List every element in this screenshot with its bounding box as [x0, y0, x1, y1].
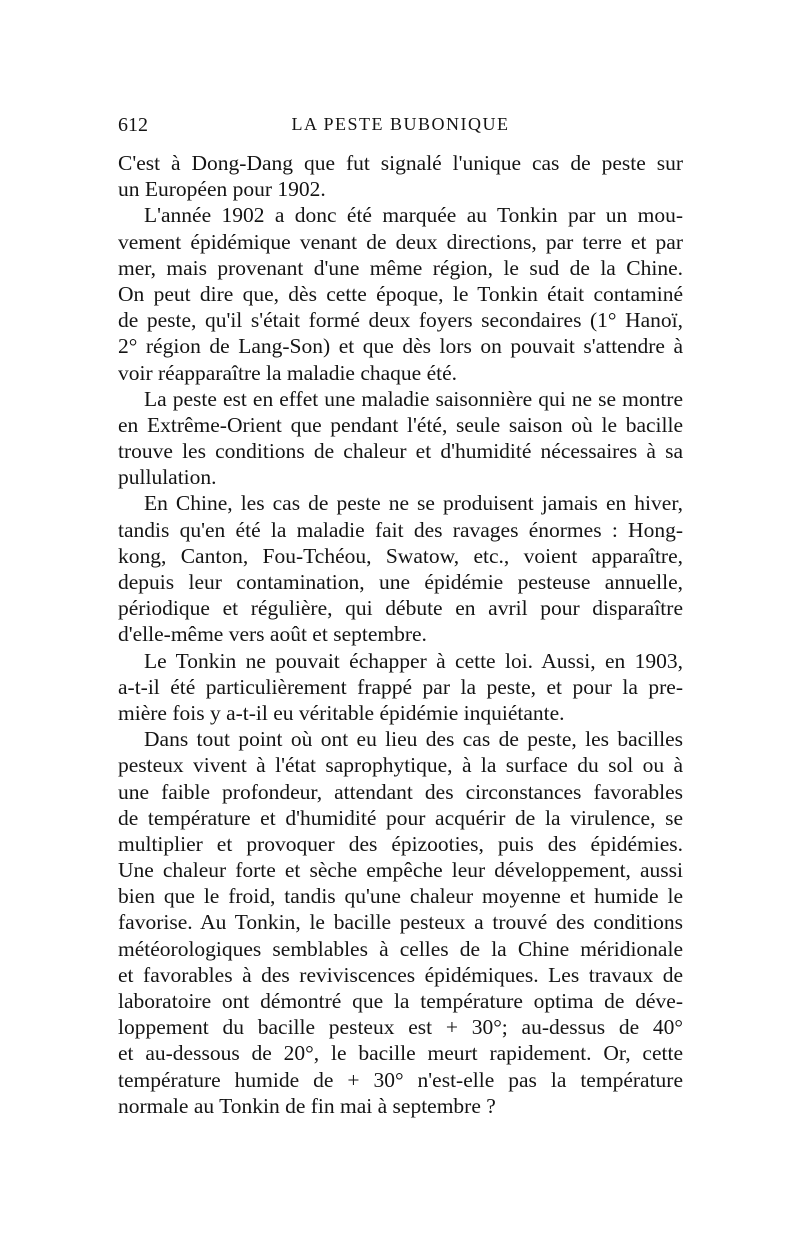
text-line: Une chaleur forte et sèche empêche leur développement, aussi — [118, 858, 683, 883]
text-line: température humide de + 30° n'est-elle pas la température — [118, 1067, 683, 1092]
text-line: mer, mais provenant d'une même région, le sud de la Chine. — [118, 255, 683, 280]
text-line: un Européen pour 1902. — [118, 177, 326, 202]
text-line: On peut dire que, dès cette époque, le Tonkin était contaminé — [118, 281, 683, 306]
text-line: normale au Tonkin de fin mai à septembre ? — [118, 1093, 496, 1118]
text-line: laboratoire ont démontré que la température optima de déve- — [118, 989, 683, 1013]
text-line: en Extrême-Orient que pendant l'été, seule saison où le bacille — [118, 412, 683, 437]
text-line: pullulation. — [118, 465, 217, 490]
text-line: C'est à Dong-Dang que fut signalé l'unique cas de peste sur — [118, 151, 683, 175]
text-line: et favorables à des reviviscences épidémiques. Les travaux de — [118, 962, 683, 987]
text-line: La peste est en effet une maladie saisonnière qui ne se montre — [144, 386, 683, 411]
text-line: 2° région de Lang-Son) et que dès lors on pouvait s'attendre à — [118, 334, 683, 359]
page-number: 612 — [118, 114, 148, 136]
text-line: tandis qu'en été la maladie fait des ravages énormes : Hong- — [118, 517, 683, 542]
text-line: de température et d'humidité pour acquérir de la virulence, se — [118, 805, 683, 830]
text-line: depuis leur contamination, une épidémie pesteuse annuelle, — [118, 570, 683, 594]
text-line: Dans tout point où ont eu lieu des cas de peste, les bacilles — [144, 727, 683, 752]
body-text — [118, 150, 683, 1119]
running-title: LA PESTE BUBONIQUE — [291, 114, 510, 134]
text-line: a-t-il été particulièrement frappé par la peste, et pour la pre- — [118, 674, 683, 699]
text-line: favorise. Au Tonkin, le bacille pesteux a trouvé des conditions — [118, 910, 683, 935]
book-page — [118, 108, 683, 1119]
text-line: de peste, qu'il s'était formé deux foyers secondaires (1° Hanoï, — [118, 308, 683, 333]
text-line: voir réapparaître la maladie chaque été. — [118, 360, 458, 385]
text-line: loppement du bacille pesteux est + 30°; au-dessus de 40° — [118, 1015, 683, 1040]
text-line: vement épidémique venant de deux directions, par terre et par — [118, 229, 683, 254]
text-line: météorologiques semblables à celles de la Chine méridionale — [118, 936, 683, 961]
text-line: une faible profondeur, attendant des circonstances favorables — [118, 779, 683, 804]
text-line: d'elle-même vers août et septembre. — [118, 622, 427, 647]
text-line: pesteux vivent à l'état saprophytique, à la surface du sol ou à — [118, 753, 683, 778]
text-line: L'année 1902 a donc été marquée au Tonkin par un mou- — [144, 203, 683, 228]
text-line: mière fois y a-t-il eu véritable épidémie inquiétante. — [118, 700, 565, 725]
text-line: multiplier et provoquer des épizooties, puis des épidémies. — [118, 831, 683, 856]
text-line: et au-dessous de 20°, le bacille meurt rapidement. Or, cette — [118, 1041, 683, 1066]
text-line: Le Tonkin ne pouvait échapper à cette loi. Aussi, en 1903, — [144, 648, 683, 673]
text-line: En Chine, les cas de peste ne se produisent jamais en hiver, — [144, 491, 683, 516]
text-line: périodique et régulière, qui débute en avril pour disparaître — [118, 596, 683, 621]
text-line: kong, Canton, Fou-Tchéou, Swatow, etc., voient apparaître, — [118, 543, 683, 568]
text-line: trouve les conditions de chaleur et d'humidité nécessaires à sa — [118, 439, 683, 464]
running-head — [118, 108, 683, 142]
text-line: bien que le froid, tandis qu'une chaleur moyenne et humide le — [118, 884, 683, 909]
